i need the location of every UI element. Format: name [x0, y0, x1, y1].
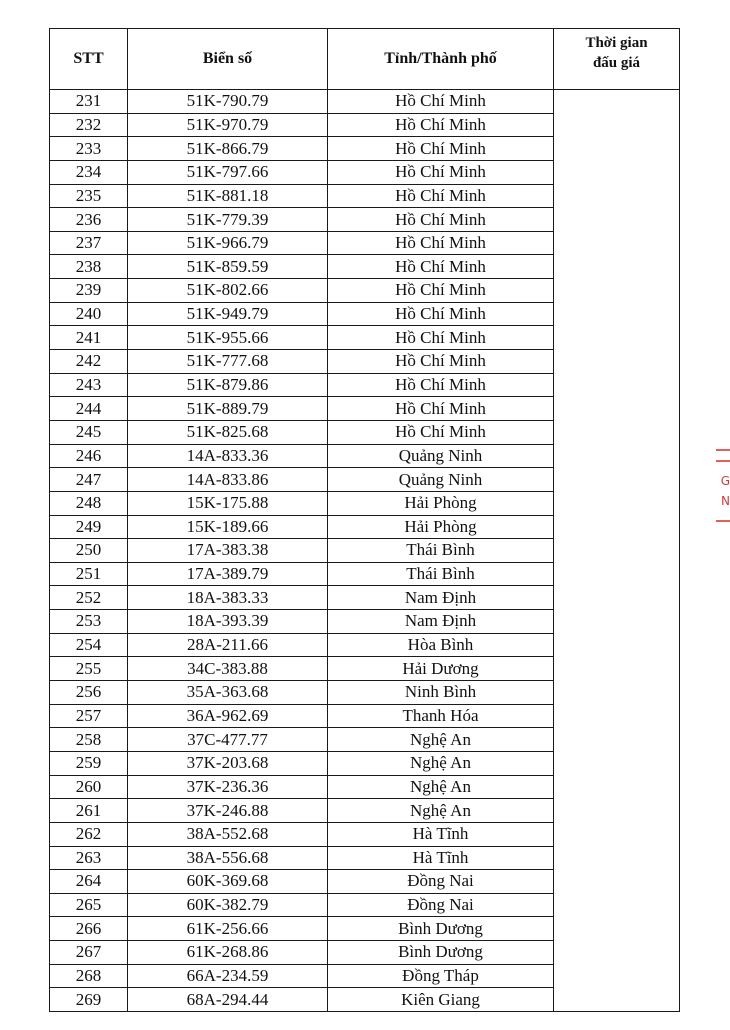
- cell-province: Hồ Chí Minh: [328, 90, 554, 114]
- cell-plate: 28A-211.66: [128, 633, 328, 657]
- cell-stt: 235: [50, 184, 128, 208]
- cell-stt: 267: [50, 941, 128, 965]
- cell-stt: 259: [50, 751, 128, 775]
- cell-stt: 243: [50, 373, 128, 397]
- cell-stt: 231: [50, 90, 128, 114]
- cell-plate: 51K-955.66: [128, 326, 328, 350]
- cell-plate: 37K-236.36: [128, 775, 328, 799]
- cell-plate: 14A-833.86: [128, 468, 328, 492]
- cell-plate: 60K-369.68: [128, 870, 328, 894]
- cell-province: Hà Tĩnh: [328, 846, 554, 870]
- cell-plate: 15K-189.66: [128, 515, 328, 539]
- stamp-letter-g: G: [720, 474, 730, 488]
- red-stamp-fragment: [714, 440, 730, 580]
- cell-stt: 264: [50, 870, 128, 894]
- cell-plate: 15K-175.88: [128, 491, 328, 515]
- cell-plate: 37C-477.77: [128, 728, 328, 752]
- cell-plate: 14A-833.36: [128, 444, 328, 468]
- cell-plate: 51K-881.18: [128, 184, 328, 208]
- cell-plate: 51K-797.66: [128, 160, 328, 184]
- cell-plate: 51K-859.59: [128, 255, 328, 279]
- cell-stt: 265: [50, 893, 128, 917]
- stamp-mark: [716, 520, 730, 522]
- cell-stt: 256: [50, 681, 128, 705]
- cell-stt: 247: [50, 468, 128, 492]
- cell-plate: 51K-966.79: [128, 231, 328, 255]
- cell-province: Kiên Giang: [328, 988, 554, 1012]
- cell-province: Hải Phòng: [328, 491, 554, 515]
- table-row: [50, 90, 680, 114]
- cell-province: Thái Bình: [328, 539, 554, 563]
- cell-auction-time: [554, 90, 680, 1012]
- cell-province: Bình Dương: [328, 941, 554, 965]
- cell-province: Hồ Chí Minh: [328, 373, 554, 397]
- cell-province: Hồ Chí Minh: [328, 160, 554, 184]
- cell-plate: 51K-949.79: [128, 302, 328, 326]
- cell-stt: 234: [50, 160, 128, 184]
- cell-stt: 253: [50, 610, 128, 634]
- cell-province: Nghệ An: [328, 799, 554, 823]
- cell-province: Nghệ An: [328, 728, 554, 752]
- cell-stt: 232: [50, 113, 128, 137]
- cell-province: Đồng Nai: [328, 893, 554, 917]
- cell-plate: 51K-889.79: [128, 397, 328, 421]
- cell-stt: 254: [50, 633, 128, 657]
- cell-province: Quảng Ninh: [328, 444, 554, 468]
- cell-stt: 245: [50, 420, 128, 444]
- cell-stt: 258: [50, 728, 128, 752]
- cell-province: Quảng Ninh: [328, 468, 554, 492]
- cell-province: Ninh Bình: [328, 681, 554, 705]
- cell-stt: 233: [50, 137, 128, 161]
- cell-province: Đồng Nai: [328, 870, 554, 894]
- cell-stt: 250: [50, 539, 128, 563]
- cell-province: Hồ Chí Minh: [328, 137, 554, 161]
- header-row: [50, 29, 680, 90]
- cell-plate: 60K-382.79: [128, 893, 328, 917]
- cell-province: Thanh Hóa: [328, 704, 554, 728]
- cell-plate: 37K-203.68: [128, 751, 328, 775]
- cell-province: Hà Tĩnh: [328, 822, 554, 846]
- cell-province: Hải Dương: [328, 657, 554, 681]
- cell-stt: 239: [50, 279, 128, 303]
- table-body: [50, 90, 680, 1012]
- cell-stt: 246: [50, 444, 128, 468]
- cell-plate: 51K-825.68: [128, 420, 328, 444]
- header-plate: Biển số: [128, 29, 328, 90]
- cell-province: Hồ Chí Minh: [328, 350, 554, 374]
- cell-stt: 266: [50, 917, 128, 941]
- cell-province: Nam Định: [328, 586, 554, 610]
- cell-province: Hồ Chí Minh: [328, 208, 554, 232]
- cell-plate: 18A-383.33: [128, 586, 328, 610]
- cell-province: Hồ Chí Minh: [328, 397, 554, 421]
- cell-plate: 68A-294.44: [128, 988, 328, 1012]
- cell-province: Hải Phòng: [328, 515, 554, 539]
- cell-stt: 268: [50, 964, 128, 988]
- cell-province: Hồ Chí Minh: [328, 231, 554, 255]
- cell-stt: 248: [50, 491, 128, 515]
- cell-plate: 51K-777.68: [128, 350, 328, 374]
- cell-province: Hòa Bình: [328, 633, 554, 657]
- cell-province: Hồ Chí Minh: [328, 420, 554, 444]
- cell-province: Bình Dương: [328, 917, 554, 941]
- cell-plate: 18A-393.39: [128, 610, 328, 634]
- cell-plate: 61K-268.86: [128, 941, 328, 965]
- cell-stt: 251: [50, 562, 128, 586]
- cell-stt: 238: [50, 255, 128, 279]
- table-header: [50, 29, 680, 90]
- cell-stt: 237: [50, 231, 128, 255]
- cell-province: Hồ Chí Minh: [328, 326, 554, 350]
- cell-plate: 51K-866.79: [128, 137, 328, 161]
- cell-plate: 38A-556.68: [128, 846, 328, 870]
- cell-stt: 261: [50, 799, 128, 823]
- cell-province: Nam Định: [328, 610, 554, 634]
- cell-plate: 51K-790.79: [128, 90, 328, 114]
- cell-stt: 255: [50, 657, 128, 681]
- header-auction-time: [554, 29, 680, 90]
- cell-plate: 37K-246.88: [128, 799, 328, 823]
- cell-stt: 236: [50, 208, 128, 232]
- cell-plate: 34C-383.88: [128, 657, 328, 681]
- header-auction-time-line1: Thời gian: [585, 35, 648, 51]
- cell-stt: 242: [50, 350, 128, 374]
- cell-stt: 263: [50, 846, 128, 870]
- cell-stt: 257: [50, 704, 128, 728]
- cell-plate: 51K-970.79: [128, 113, 328, 137]
- header-province: Tỉnh/Thành phố: [328, 29, 554, 90]
- cell-plate: 51K-879.86: [128, 373, 328, 397]
- cell-plate: 17A-383.38: [128, 539, 328, 563]
- cell-plate: 38A-552.68: [128, 822, 328, 846]
- cell-province: Hồ Chí Minh: [328, 302, 554, 326]
- license-plate-table: [49, 28, 680, 1012]
- cell-plate: 35A-363.68: [128, 681, 328, 705]
- cell-stt: 262: [50, 822, 128, 846]
- stamp-letter-n: N: [721, 494, 730, 508]
- header-stt: STT: [50, 29, 128, 90]
- cell-province: Hồ Chí Minh: [328, 255, 554, 279]
- cell-stt: 260: [50, 775, 128, 799]
- stamp-mark: [716, 460, 730, 462]
- cell-stt: 240: [50, 302, 128, 326]
- cell-stt: 249: [50, 515, 128, 539]
- cell-province: Đồng Tháp: [328, 964, 554, 988]
- cell-stt: 269: [50, 988, 128, 1012]
- header-auction-time-line2: đấu giá: [592, 55, 641, 71]
- cell-province: Hồ Chí Minh: [328, 184, 554, 208]
- cell-stt: 252: [50, 586, 128, 610]
- cell-plate: 66A-234.59: [128, 964, 328, 988]
- cell-province: Hồ Chí Minh: [328, 279, 554, 303]
- stamp-mark: [716, 449, 730, 451]
- cell-plate: 36A-962.69: [128, 704, 328, 728]
- cell-plate: 61K-256.66: [128, 917, 328, 941]
- cell-province: Thái Bình: [328, 562, 554, 586]
- cell-plate: 51K-802.66: [128, 279, 328, 303]
- cell-province: Nghệ An: [328, 775, 554, 799]
- cell-plate: 17A-389.79: [128, 562, 328, 586]
- cell-stt: 241: [50, 326, 128, 350]
- cell-province: Nghệ An: [328, 751, 554, 775]
- cell-stt: 244: [50, 397, 128, 421]
- cell-province: Hồ Chí Minh: [328, 113, 554, 137]
- cell-plate: 51K-779.39: [128, 208, 328, 232]
